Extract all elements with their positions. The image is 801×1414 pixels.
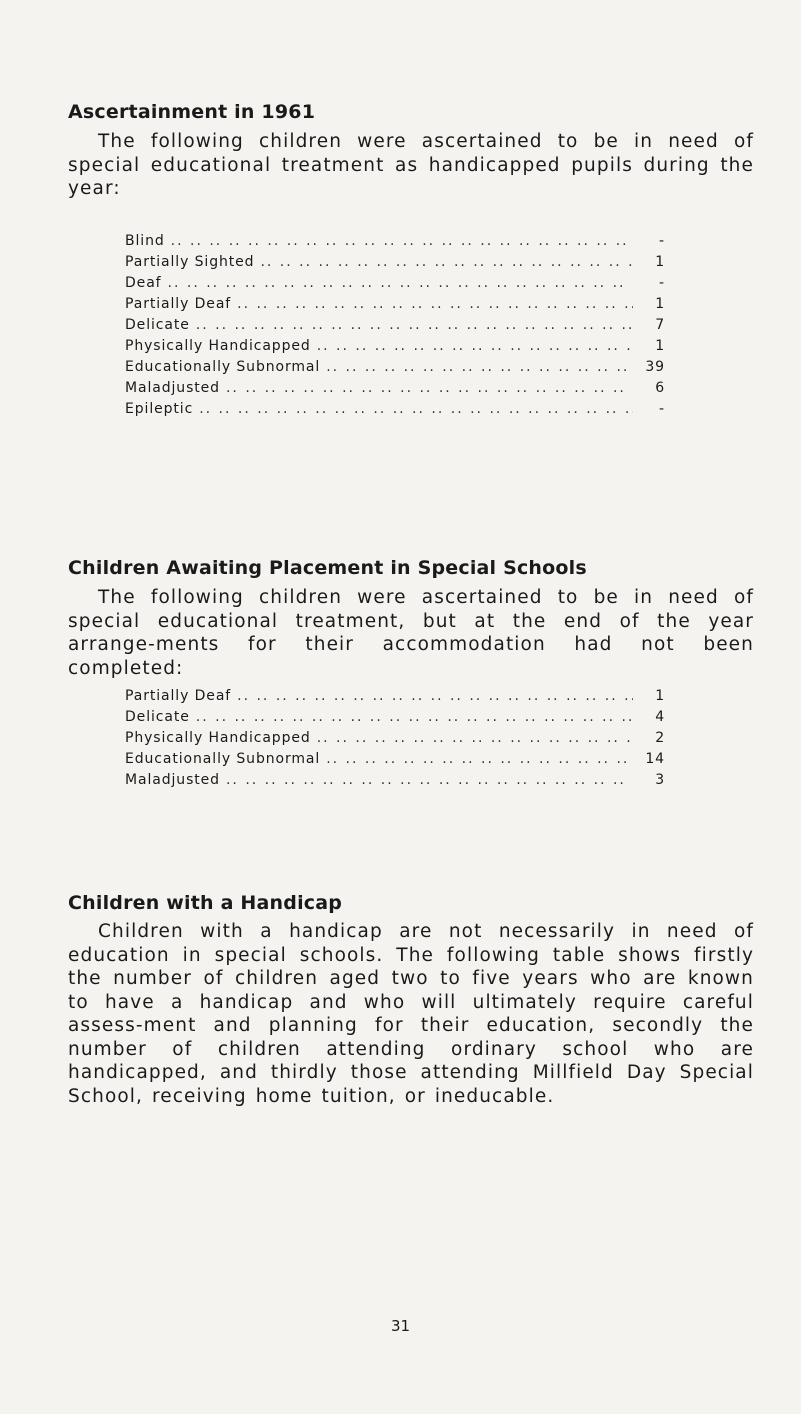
paragraph-awaiting-placement-text: The following children were ascertained to be in need of special educational treatment, but at the end of the year arrange-ments for their accommodation had not been completed: (68, 587, 754, 679)
page-number: 31 (390, 1317, 411, 1335)
list-item: Partially Sighted .. .. 1 (125, 254, 665, 275)
heading-ascertainment: Ascertainment in 1961 (68, 101, 316, 123)
paragraph-ascertainment (68, 130, 754, 201)
awaiting-placement-list (125, 688, 665, 793)
list-item: Epileptic .. .. - (125, 401, 665, 422)
list-item: Physically Handicapped .. .. 2 (125, 730, 665, 751)
heading-awaiting-placement: Children Awaiting Placement in Special Schools (68, 557, 587, 579)
list-item: Maladjusted .. .. 3 (125, 772, 665, 793)
list-item: Physically Handicapped .. .. 1 (125, 338, 665, 359)
list-item: Blind .. .. - (125, 233, 665, 254)
heading-children-with-handicap: Children with a Handicap (68, 892, 343, 914)
list-item: Educationally Subnormal .. .. 14 (125, 751, 665, 772)
list-item: Partially Deaf .. .. 1 (125, 688, 665, 709)
paragraph-children-with-handicap-text: Children with a handicap are not necessarily in need of education in special schools. The following table shows firstly the number of children aged two to five years who are known to have a handicap and who will ultimately require careful assess-ment and planning for their education, secondly the number of children attending ordinary school who are handicapped, and thirdly those attending Millfield Day Special School, receiving home tuition, or ineducable. (68, 921, 754, 1107)
list-item: Delicate .. .. 7 (125, 317, 665, 338)
ascertainment-list (125, 233, 665, 422)
list-item: Educationally Subnormal .. .. 39 (125, 359, 665, 380)
list-item: Deaf .. .. - (125, 275, 665, 296)
paragraph-awaiting-placement (68, 586, 754, 680)
list-item: Delicate .. .. 4 (125, 709, 665, 730)
list-item: Maladjusted .. .. 6 (125, 380, 665, 401)
paragraph-children-with-handicap (68, 920, 754, 1108)
list-item: Partially Deaf .. .. 1 (125, 296, 665, 317)
paragraph-ascertainment-text: The following children were ascertained to be in need of special educational treatment as handicapped pupils during the year: (68, 131, 754, 199)
